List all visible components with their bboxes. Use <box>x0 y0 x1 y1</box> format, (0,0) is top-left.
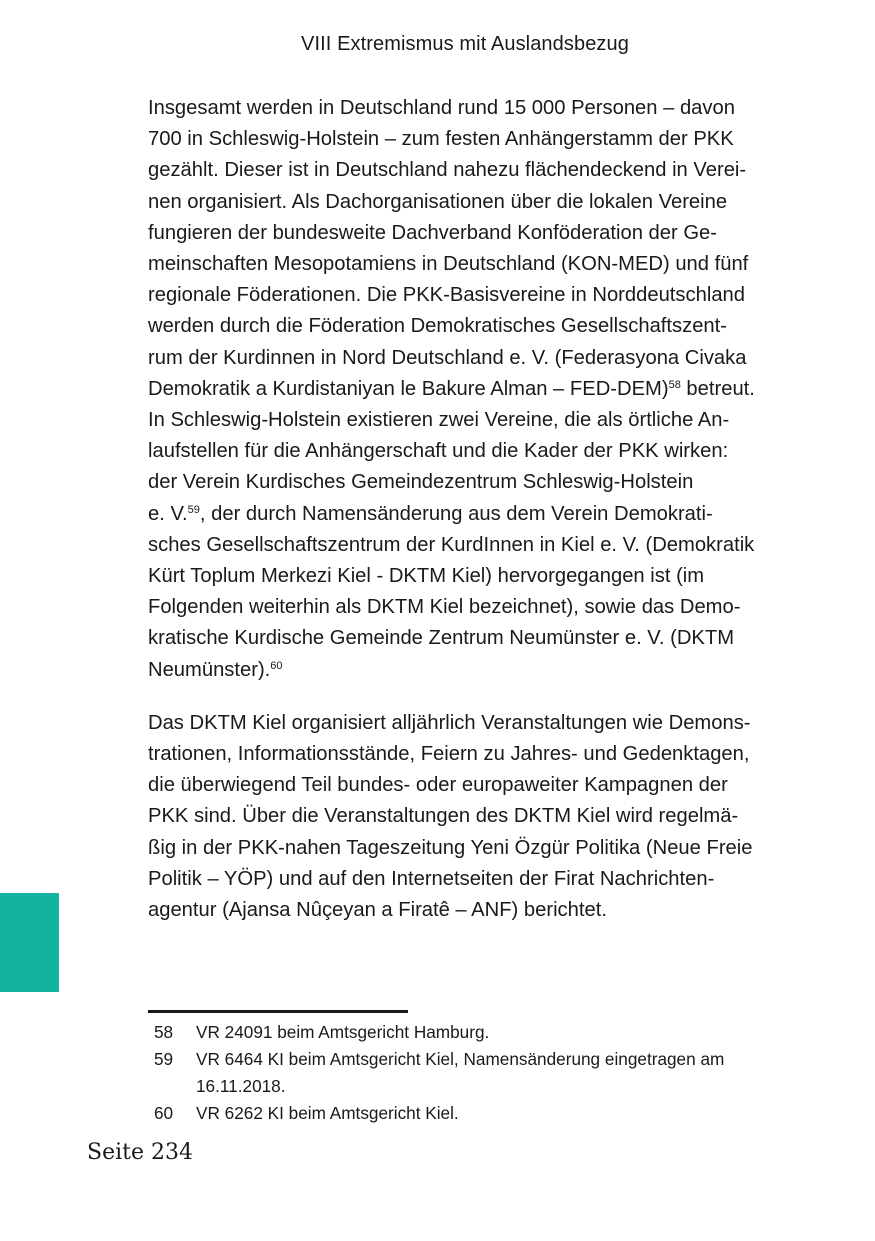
text-line: meinschaften Mesopotamiens in Deutschland (KON-MED) und fünf <box>148 253 749 276</box>
footnote-60 <box>148 1100 788 1127</box>
footnote-text <box>196 1019 788 1046</box>
paragraph-dktm-events <box>148 708 788 926</box>
text-line: rum der Kurdinnen in Nord Deutschland e. V. (Federasyona Civaka <box>148 346 747 369</box>
footnote-ref-58[interactable]: 58 <box>668 378 681 391</box>
body-text <box>148 93 788 926</box>
running-header: VIII Extremismus mit Auslandsbezug <box>301 33 629 55</box>
footnote-text <box>196 1046 788 1100</box>
footnote-divider <box>148 1010 408 1013</box>
text-line: PKK sind. Über die Veranstaltungen des DKTM Kiel wird regelmä- <box>148 805 739 828</box>
footnote-text <box>196 1100 788 1127</box>
paragraph-pkk-supporters <box>148 93 788 686</box>
text-line: der Verein Kurdisches Gemeindezentrum Schleswig-Holstein <box>148 471 694 494</box>
text-line: ßig in der PKK-nahen Tageszeitung Yeni Özgür Politika (Neue Freie <box>148 836 753 859</box>
text-line: Kürt Toplum Merkezi Kiel - DKTM Kiel) hervorgegangen ist (im <box>148 565 705 588</box>
footnote-ref-60[interactable]: 60 <box>270 659 283 672</box>
footnote-line: VR 6262 KI beim Amtsgericht Kiel. <box>196 1103 459 1123</box>
text-line <box>148 655 788 686</box>
text-line: sches Gesellschaftszentrum der KurdInnen in Kiel e. V. (Demokratik <box>148 533 755 556</box>
text-line: Politik – YÖP) und auf den Internetseiten der Firat Nachrichten- <box>148 867 715 890</box>
footnote-line: 16.11.2018. <box>196 1076 286 1096</box>
footnote-ref-59[interactable]: 59 <box>187 503 200 516</box>
text-line: die überwiegend Teil bundes- oder europaweiter Kampagnen der <box>148 774 728 797</box>
footnote-58 <box>148 1019 788 1046</box>
footnote-line: VR 24091 beim Amtsgericht Hamburg. <box>196 1022 490 1042</box>
text-line: agentur (Ajansa Nûçeyan a Firatê – ANF) berichtet. <box>148 899 607 922</box>
text-segment: , der durch Namensänderung aus dem Verein Demokrati- <box>199 502 713 525</box>
footnote-line: VR 6464 KI beim Amtsgericht Kiel, Namensänderung eingetragen am <box>196 1049 725 1069</box>
text-line <box>148 374 788 405</box>
footnote-59 <box>148 1046 788 1100</box>
text-line: Insgesamt werden in Deutschland rund 15 000 Personen – davon <box>148 97 735 119</box>
text-line: regionale Föderationen. Die PKK-Basisvereine in Norddeutschland <box>148 284 745 307</box>
text-segment: Neumünster). <box>148 658 271 681</box>
text-line <box>148 499 788 530</box>
text-line: gezählt. Dieser ist in Deutschland nahezu flächendeckend in Verei- <box>148 159 747 182</box>
text-segment: betreut. <box>680 377 755 400</box>
text-line: Das DKTM Kiel organisiert alljährlich Veranstaltungen wie Demons- <box>148 711 751 734</box>
footnote-number: 60 <box>154 1103 174 1123</box>
footnote-number: 59 <box>154 1049 174 1069</box>
footnote-number: 58 <box>154 1022 174 1042</box>
text-segment: e. V. <box>148 502 188 525</box>
text-line: fungieren der bundesweite Dachverband Konföderation der Ge- <box>148 221 717 244</box>
text-line: nen organisiert. Als Dachorganisationen über die lokalen Vereine <box>148 190 728 213</box>
text-line: kratische Kurdische Gemeinde Zentrum Neumünster e. V. (DKTM <box>148 627 735 650</box>
footnotes <box>148 1019 788 1127</box>
text-line: laufstellen für die Anhängerschaft und die Kader der PKK wirken: <box>148 440 729 463</box>
text-line: 700 in Schleswig-Holstein – zum festen Anhängerstamm der PKK <box>148 128 734 151</box>
text-line: trationen, Informationsstände, Feiern zu Jahres- und Gedenktagen, <box>148 743 750 766</box>
text-segment: Demokratik a Kurdistaniyan le Bakure Alman – FED-DEM) <box>148 377 669 400</box>
text-line: In Schleswig-Holstein existieren zwei Vereine, die als örtliche An- <box>148 409 730 432</box>
page-number: Seite 234 <box>87 1140 193 1165</box>
text-line: Folgenden weiterhin als DKTM Kiel bezeichnet), sowie das Demo- <box>148 596 741 619</box>
chapter-side-tab <box>0 893 59 992</box>
text-line: werden durch die Föderation Demokratisches Gesellschaftszent- <box>148 315 727 338</box>
